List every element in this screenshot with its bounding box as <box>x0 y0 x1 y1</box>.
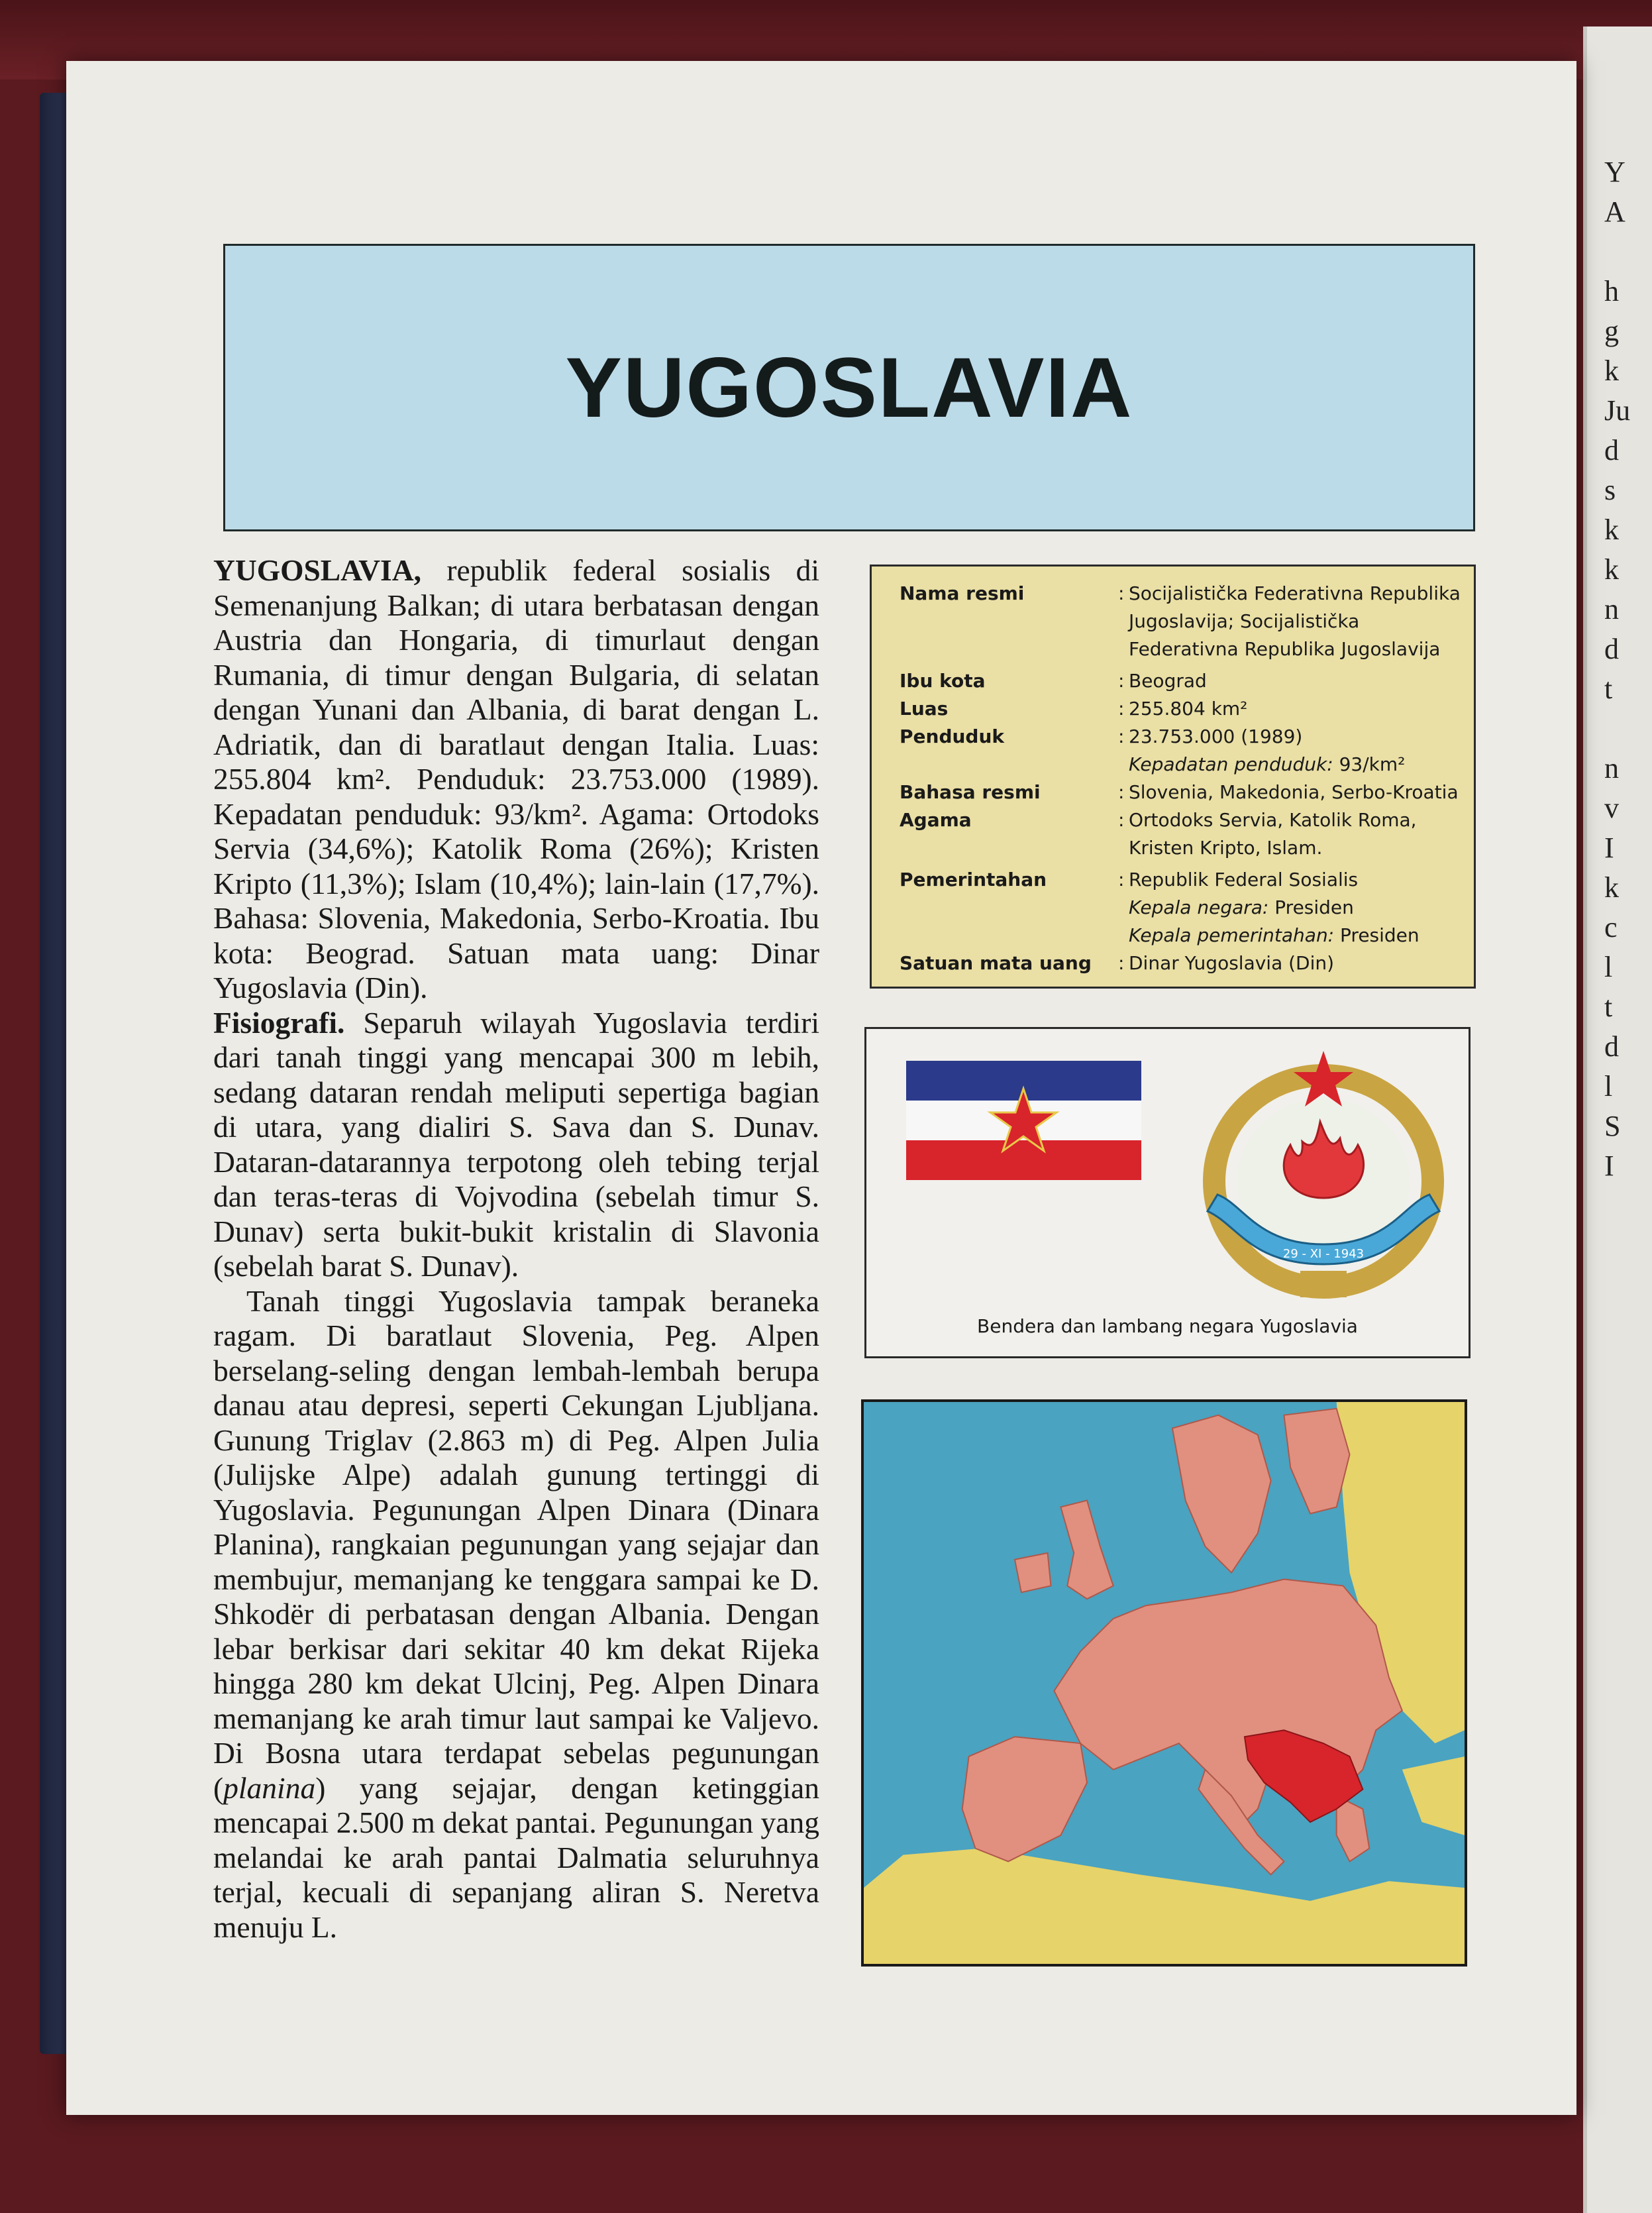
intro-lead: YUGOSLAVIA, <box>213 553 421 587</box>
fact-row-agama <box>900 806 1461 862</box>
next-page-text-fragments: Y A h g k Ju d s k k n d t n v I k c l t d l S I <box>1604 156 1631 1182</box>
fact-row-bahasa <box>900 779 1461 806</box>
pemerintahan-value: Republik Federal Sosialis <box>1129 869 1359 891</box>
next-page-edge <box>1583 27 1652 2213</box>
fact-label: Ibu kota <box>900 670 986 692</box>
yugoslavia-flag <box>906 1061 1141 1180</box>
map-image <box>864 1402 1465 1964</box>
fact-colon: : <box>1118 670 1125 692</box>
fact-value: Beograd <box>1129 670 1207 692</box>
kepala-pemerintahan-value: Presiden <box>1334 924 1420 946</box>
fact-label: Nama resmi <box>900 582 1025 604</box>
fact-value <box>1129 866 1461 949</box>
highlands-paragraph <box>213 1284 819 1945</box>
highlands-text-b: ) yang sejajar, dengan ketinggian mencapai 2.500 m dekat pantai. Pegunungan yang melandai ke arah pantai Dalmatia seluruhnya terjal, kecuali di sepanjang aliran S. Neretva menuju L. <box>213 1770 819 1944</box>
fact-colon: : <box>1118 809 1125 831</box>
kepala-negara-value: Presiden <box>1268 896 1354 918</box>
highlands-text-a: Tanah tinggi Yugoslavia tampak beraneka ragam. Di baratlaut Slovenia, Peg. Alpen berselang-seling dengan lembah-lembah berupa danau atau depresi, seperti Cekungan Ljubljana. Gunung Triglav (2.863 m) di Peg. Alpen Julia (Julijske Alpe) adalah gunung tertinggi di Yugoslavia. Pegunungan Alpen Dinara (Dinara Planina), rangkaian pegunungan yang sejajar dan membujur, memanjang ke tenggara sampai ke D. Shkodër di perbatasan dengan Albania. Dengan lebar berkisar dari sekitar 40 km dekat Rijeka hingga 280 km dekat Ulcinj, Peg. Alpen Dinara memanjang ke arah timur laut sampai ke Valjevo. Di Bosna utara terdapat sebelas pegunungan ( <box>213 1283 819 1805</box>
fisiografi-lead: Fisiografi. <box>213 1005 345 1040</box>
fact-colon: : <box>1118 726 1125 747</box>
fact-colon: : <box>1118 582 1125 604</box>
fact-value: Slovenia, Makedonia, Serbo-Kroatia <box>1129 781 1459 803</box>
penduduk-value: 23.753.000 (1989) <box>1129 726 1303 747</box>
europe-locator-map <box>861 1399 1467 1967</box>
fact-value: 255.804 km² <box>1129 698 1248 720</box>
flag-emblem-panel <box>864 1027 1471 1358</box>
kepadatan-value: 93/km² <box>1333 753 1406 775</box>
fact-label: Luas <box>900 698 949 720</box>
fact-colon: : <box>1118 698 1125 720</box>
fact-colon: : <box>1118 781 1125 803</box>
fisiografi-text: Separuh wilayah Yugoslavia terdiri dari tanah tinggi yang mencapai 300 m lebih, sedang dataran rendah meliputi sepertiga bagian di utara, yang dialiri S. Sava dan S. Dunav. Dataran-datarannya terpotong oleh tebing terjal dan teras-teras di Vojvodina (sebelah timur S. Dunav) serta bukit-bukit kristalin di Slavonia (sebelah barat S. Dunav). <box>213 1005 819 1283</box>
ribbon-date-text: 29 - XI - 1943 <box>1282 1247 1365 1261</box>
fact-value: Dinar Yugoslavia (Din) <box>1129 952 1335 974</box>
kepala-pemerintahan-label: Kepala pemerintahan: <box>1129 924 1335 946</box>
intro-text: republik federal sosialis di Semenanjung Balkan; di utara berbatasan dengan Austria dan Hongaria, di timurlaut dengan Rumania, di timur dengan Bulgaria, di selatan dengan Yunani dan Albania, di barat dengan L. Adriatik, dan di baratlaut dengan Italia. Luas: 255.804 km². Penduduk: 23.753.000 (1989). Kepadatan penduduk: 93/km². Agama: Ortodoks Servia (34,6%); Katolik Roma (26%); Kristen Kripto (11,3%); Islam (10,4%); lain-lain (17,7%). Bahasa: Slovenia, Makedonia, Serbo-Kroatia. Ibu kota: Beograd. Satuan mata uang: Dinar Yugoslavia (Din). <box>213 553 819 1004</box>
fact-row-penduduk <box>900 723 1461 779</box>
fact-row-pemerintahan <box>900 866 1461 949</box>
coat-of-arms-emblem <box>1191 1046 1456 1304</box>
fact-label: Pemerintahan <box>900 869 1047 891</box>
fact-value: Socijalistička Federativna Republika Jugoslavija; Socijalistička Federativna Republika Jugoslavija <box>1129 582 1461 660</box>
page-title: YUGOSLAVIA <box>565 340 1133 435</box>
kepala-pemerintahan-line <box>1129 922 1461 949</box>
fact-row-nama-resmi <box>900 580 1461 663</box>
fact-colon: : <box>1118 869 1125 891</box>
title-banner <box>223 244 1475 531</box>
fact-row-mata-uang <box>900 949 1461 977</box>
kepala-negara-line <box>1129 894 1461 922</box>
fact-colon: : <box>1118 952 1125 974</box>
fact-label: Satuan mata uang <box>900 952 1092 974</box>
intro-paragraph <box>213 553 819 1006</box>
kepadatan-label: Kepadatan penduduk: <box>1129 753 1333 775</box>
fact-label: Agama <box>900 809 972 831</box>
fact-value <box>1129 723 1461 779</box>
fact-row-luas <box>900 695 1461 723</box>
fisiografi-paragraph <box>213 1006 819 1284</box>
fact-box <box>870 565 1476 989</box>
highlands-italic: planina <box>223 1770 316 1805</box>
kepala-negara-label: Kepala negara: <box>1129 896 1269 918</box>
article-text <box>213 553 819 1945</box>
fact-label: Bahasa resmi <box>900 781 1041 803</box>
flag-emblem-caption: Bendera dan lambang negara Yugoslavia <box>977 1315 1358 1337</box>
fact-row-ibu-kota <box>900 667 1461 695</box>
fact-label: Penduduk <box>900 726 1005 747</box>
fact-value: Ortodoks Servia, Katolik Roma, Kristen Kripto, Islam. <box>1129 809 1417 859</box>
kepadatan-line <box>1129 751 1461 779</box>
